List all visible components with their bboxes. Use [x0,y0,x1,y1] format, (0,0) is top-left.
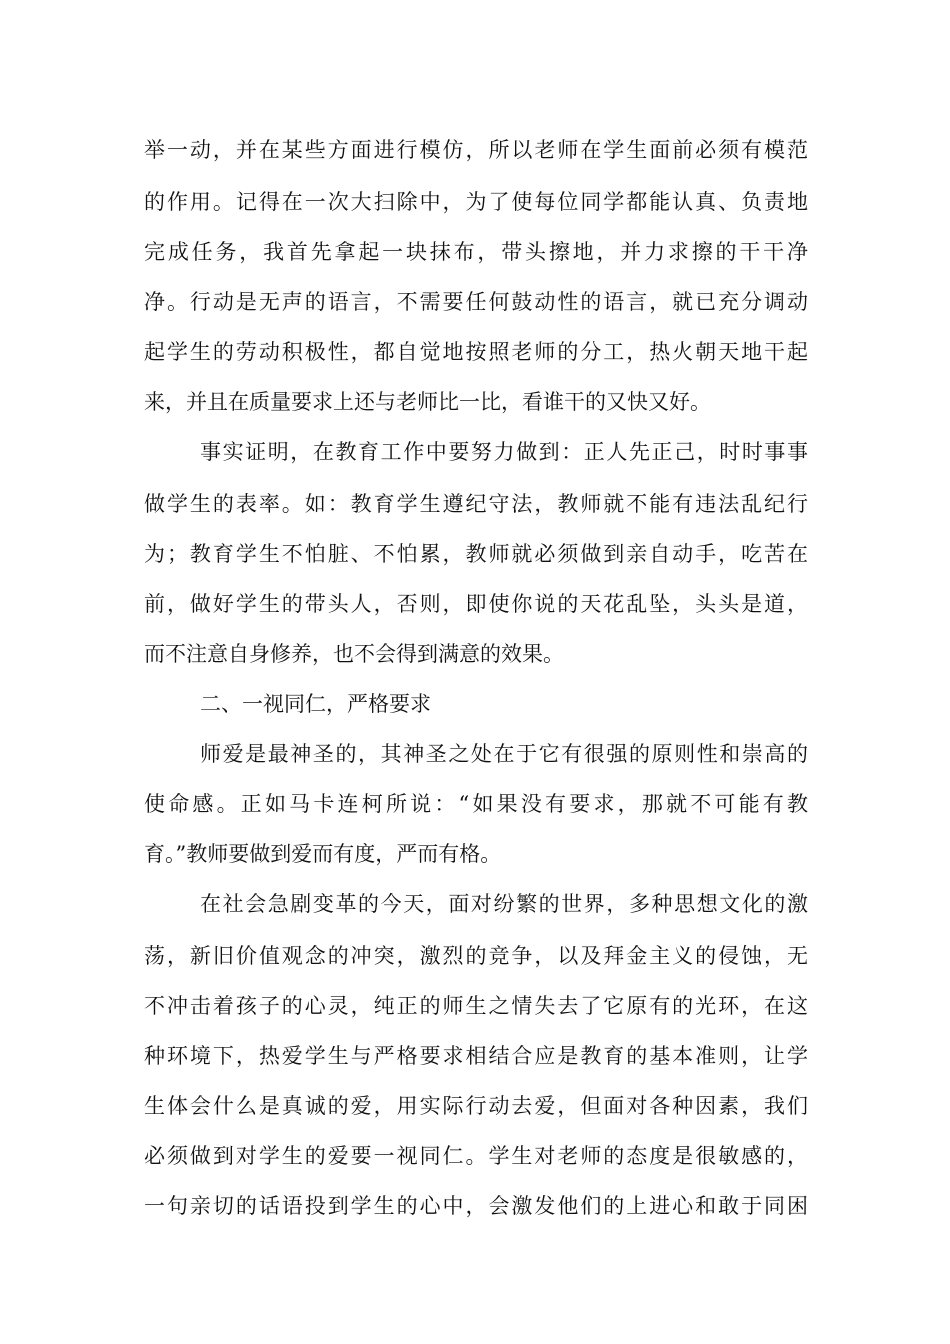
text-line: 净。行动是无声的语言，不需要任何鼓动性的语言，就已充分调动 [144,290,808,314]
paragraph-first-line: 师爱是最神圣的，其神圣之处在于它有很强的原则性和崇高的 [200,742,808,766]
text-line: 前，做好学生的带头人，否则，即使你说的天花乱坠，头头是道， [144,592,808,616]
text-line: 种环境下，热爱学生与严格要求相结合应是教育的基本准则，让学 [144,1044,808,1068]
paragraph-first-line: 事实证明，在教育工作中要努力做到：正人先正己，时时事事 [200,440,808,464]
paragraph-first-line: 在社会急剧变革的今天，面对纷繁的世界，多种思想文化的激 [200,892,808,916]
text-line: 举一动，并在某些方面进行模仿，所以老师在学生面前必须有模范 [144,138,808,162]
section-heading: 二、一视同仁，严格要求 [200,692,431,716]
text-line: 荡，新旧价值观念的冲突，激烈的竞争，以及拜金主义的侵蚀，无 [144,944,808,968]
text-line: 必须做到对学生的爱要一视同仁。学生对老师的态度是很敏感的， [144,1144,808,1168]
text-line: 的作用。记得在一次大扫除中，为了使每位同学都能认真、负责地 [144,190,808,214]
text-line: 而不注意自身修养，也不会得到满意的效果。 [144,642,564,666]
text-line: 不冲击着孩子的心灵，纯正的师生之情失去了它原有的光环，在这 [144,994,808,1018]
text-line: 使命感。正如马卡连柯所说：“如果没有要求，那就不可能有教 [144,792,808,816]
text-line: 做学生的表率。如：教育学生遵纪守法，教师就不能有违法乱纪行 [144,492,808,516]
text-line: 起学生的劳动积极性，都自觉地按照老师的分工，热火朝天地干起 [144,340,808,364]
text-line: 完成任务，我首先拿起一块抹布，带头擦地，并力求擦的干干净 [144,240,808,264]
text-line: 一句亲切的话语投到学生的心中，会激发他们的上进心和敢于同困 [144,1194,808,1218]
text-line: 来，并且在质量要求上还与老师比一比，看谁干的又快又好。 [144,390,711,414]
text-line: 生体会什么是真诚的爱，用实际行动去爱，但面对各种因素，我们 [144,1094,808,1118]
text-line: 为；教育学生不怕脏、不怕累，教师就必须做到亲自动手，吃苦在 [144,542,808,566]
text-line: 育。”教师要做到爱而有度，严而有格。 [144,842,502,866]
